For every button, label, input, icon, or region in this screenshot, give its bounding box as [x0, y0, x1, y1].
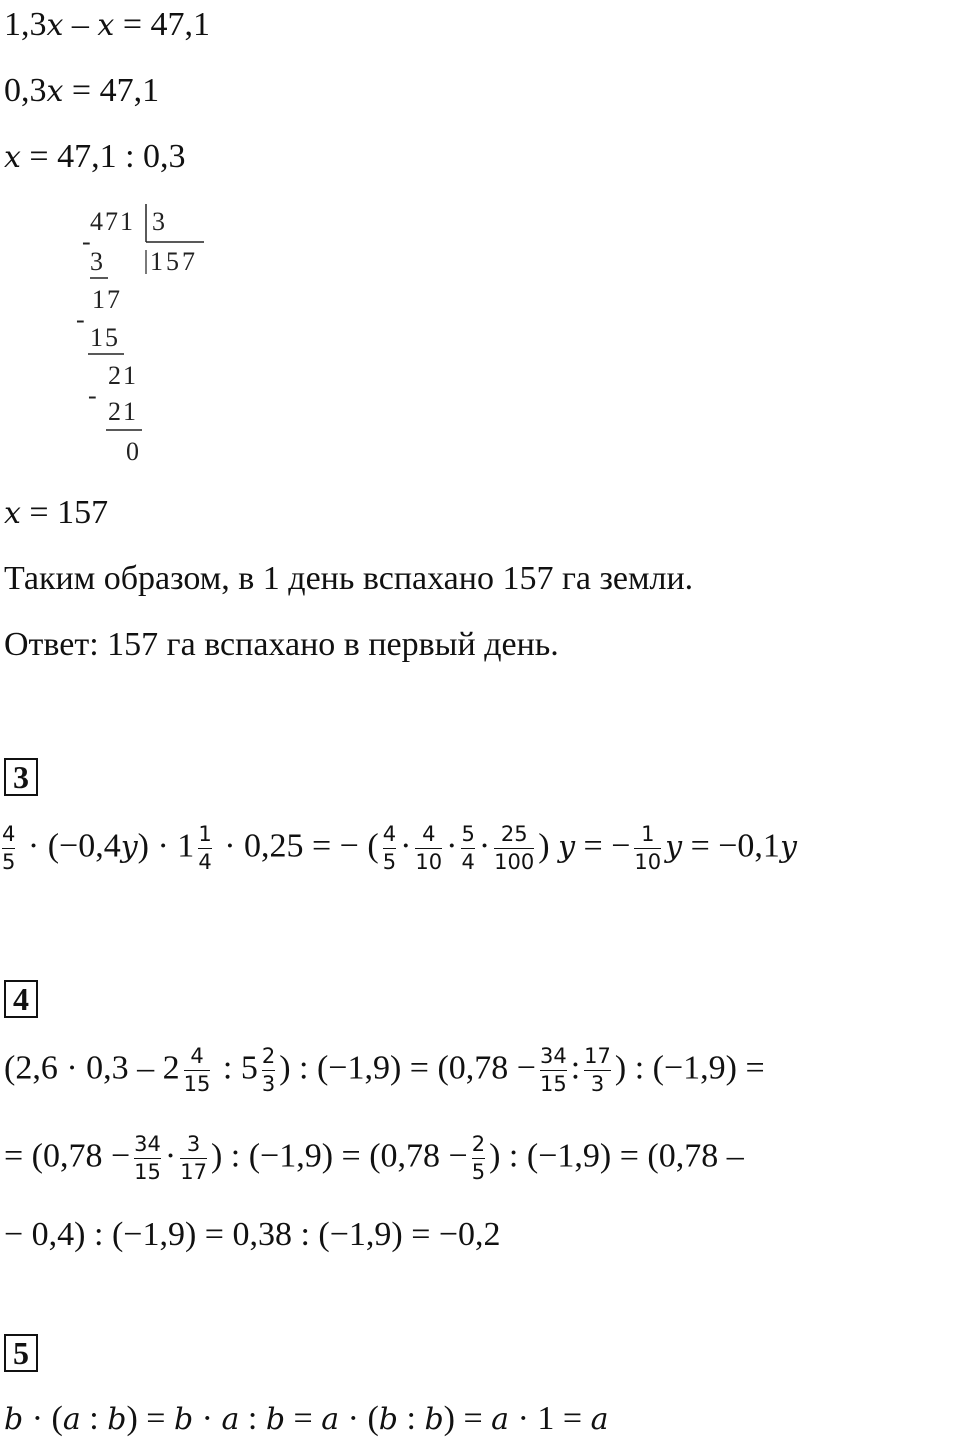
fraction [383, 822, 396, 875]
minus-sign: - [88, 381, 97, 410]
variable-b: b [4, 1402, 24, 1437]
variable-b: b [107, 1402, 127, 1437]
numerator: 17 [584, 1044, 611, 1068]
division-divisor: 3 [152, 207, 165, 236]
fraction-bar [262, 1070, 275, 1071]
fraction-bar [180, 1158, 207, 1159]
task4-line-3: − 0,4) : (−1,9) = 0,38 : (−1,9) = −0,2 [4, 1216, 501, 1253]
variable-y: y [558, 829, 576, 865]
numerator: 5 [461, 822, 475, 846]
variable-b: b [424, 1402, 444, 1437]
variable-a: a [321, 1402, 340, 1437]
numerator: 4 [422, 822, 436, 846]
division-remainder: 0 [126, 437, 139, 466]
expression-term: · 0,25 = − ( [215, 827, 379, 865]
variable-a: a [62, 1402, 81, 1437]
variable-x: x [4, 140, 21, 175]
fraction [584, 1044, 611, 1097]
denominator: 5 [2, 850, 16, 875]
fraction-bar [383, 848, 396, 849]
expression-term: ) : (−1,9) = (0,78 – [489, 1137, 744, 1175]
expression-term: · ( [23, 1400, 63, 1437]
division-step: 3 [90, 247, 103, 276]
numerator: 1 [641, 822, 655, 846]
fraction-bar [2, 848, 15, 849]
equation-term: = 157 [20, 494, 109, 531]
expression-term: (2,6 · 0,3 – 2 [4, 1049, 180, 1087]
expression-term: : [398, 1400, 425, 1437]
variable-y: y [120, 829, 138, 865]
fraction-bar [415, 848, 442, 849]
expression-term: : 5 [214, 1049, 258, 1087]
fraction [262, 1044, 275, 1097]
task3-expression [2, 822, 797, 875]
task-number-5: 5 [4, 1334, 38, 1372]
numerator: 4 [2, 822, 16, 846]
numerator: 2 [261, 1044, 276, 1068]
expression-term: ) · 1 [137, 827, 195, 865]
denominator: 4 [461, 850, 475, 875]
division-step: 15 [90, 323, 120, 352]
equation-term: = 47,1 [114, 6, 211, 43]
expression-term: ) = [443, 1400, 492, 1437]
division-quotient: 157 [150, 247, 198, 276]
expression-term: = −0,1 [682, 827, 780, 865]
equation-term: = 47,1 : 0,3 [20, 138, 186, 175]
numerator: 34 [134, 1132, 161, 1156]
numerator: 4 [382, 822, 397, 846]
denominator: 10 [634, 850, 662, 875]
denominator: 5 [471, 1160, 486, 1185]
expression-term: · 1 = [509, 1400, 591, 1437]
equation-term: – [63, 6, 98, 43]
denominator: 17 [180, 1160, 207, 1185]
fraction-bar [134, 1158, 161, 1159]
variable-y: y [779, 829, 797, 865]
fraction [184, 1044, 211, 1097]
variable-b: b [265, 1402, 286, 1437]
expression-term: = − [575, 827, 631, 865]
denominator: 15 [183, 1072, 211, 1097]
expression-term: ) [538, 827, 550, 865]
fraction-bar [198, 848, 211, 849]
fraction [461, 822, 474, 875]
conclusion-text: Таким образом, в 1 день вспахано 157 га земли. [4, 560, 694, 597]
division-step: 21 [108, 397, 138, 426]
variable-b: b [173, 1402, 194, 1437]
expression-term: · ( [339, 1400, 379, 1437]
dot-operator: · [400, 827, 412, 865]
expression-term: · (−0,4 [19, 827, 121, 865]
equation-line-2 [4, 74, 159, 108]
variable-a: a [590, 1402, 609, 1437]
equation-line-3 [4, 140, 186, 174]
fraction [415, 822, 442, 875]
task-number-3: 3 [4, 758, 38, 796]
variable-a: a [491, 1402, 510, 1437]
variable-a: a [221, 1402, 240, 1437]
numerator: 1 [198, 822, 212, 846]
denominator: 15 [134, 1160, 161, 1185]
denominator: 10 [415, 850, 443, 875]
variable-x: x [46, 8, 64, 43]
variable-x: x [4, 496, 21, 531]
denominator: 5 [382, 850, 397, 875]
division-dividend: 471 [90, 207, 135, 236]
expression-term: · [193, 1400, 222, 1437]
minus-sign: - [76, 305, 85, 334]
denominator: 3 [590, 1072, 605, 1097]
variable-x: x [46, 74, 64, 109]
fraction-bar [184, 1070, 211, 1071]
denominator: 100 [494, 850, 535, 875]
task4-line-2 [4, 1132, 744, 1185]
numerator: 4 [190, 1044, 204, 1068]
result-line [4, 496, 108, 530]
fraction [198, 822, 211, 875]
task5-expression [4, 1402, 608, 1436]
dot-operator: · [164, 1137, 177, 1175]
numerator: 2 [471, 1132, 486, 1156]
dot-operator: · [478, 827, 491, 865]
fraction-bar [461, 848, 474, 849]
fraction [2, 822, 15, 875]
numerator: 25 [500, 822, 528, 846]
fraction-bar [540, 1070, 567, 1071]
expression-term: = [285, 1400, 322, 1437]
fraction [540, 1044, 567, 1097]
fraction-bar [634, 848, 661, 849]
fraction [494, 822, 534, 875]
colon-operator: : [570, 1049, 581, 1087]
answer-text: Ответ: 157 га вспахано в первый день. [4, 626, 559, 663]
denominator: 3 [261, 1072, 276, 1097]
expression-term: ) = [126, 1400, 174, 1437]
numerator: 3 [186, 1132, 201, 1156]
fraction [634, 822, 661, 875]
equation-line-1 [4, 8, 210, 42]
expression-term: ) : (−1,9) = (0,78 − [279, 1049, 536, 1087]
long-division [70, 198, 220, 470]
variable-b: b [378, 1402, 398, 1437]
variable-x: x [97, 8, 115, 43]
fraction-bar [494, 848, 534, 849]
task-number-4: 4 [4, 980, 38, 1018]
denominator: 15 [539, 1072, 567, 1097]
dot-operator: · [446, 827, 458, 865]
fraction-bar [472, 1158, 485, 1159]
minus-sign: - [82, 227, 91, 256]
fraction [472, 1132, 485, 1185]
expression-term: = (0,78 − [4, 1137, 131, 1175]
expression-term: ) : (−1,9) = [614, 1049, 765, 1087]
numerator: 34 [539, 1044, 567, 1068]
expression-term: : [239, 1400, 266, 1437]
division-step: 17 [92, 285, 122, 314]
denominator: 4 [198, 850, 212, 875]
equation-term: = 47,1 [63, 72, 160, 109]
expression-term: : [80, 1400, 108, 1437]
equation-term: 0,3 [4, 72, 47, 109]
fraction-bar [584, 1070, 611, 1071]
division-step: 21 [108, 361, 138, 390]
task4-line-1 [4, 1044, 765, 1097]
expression-term: ) : (−1,9) = (0,78 − [210, 1137, 468, 1175]
fraction [134, 1132, 161, 1185]
fraction [180, 1132, 207, 1185]
equation-term: 1,3 [4, 6, 47, 43]
variable-y: y [665, 829, 683, 865]
